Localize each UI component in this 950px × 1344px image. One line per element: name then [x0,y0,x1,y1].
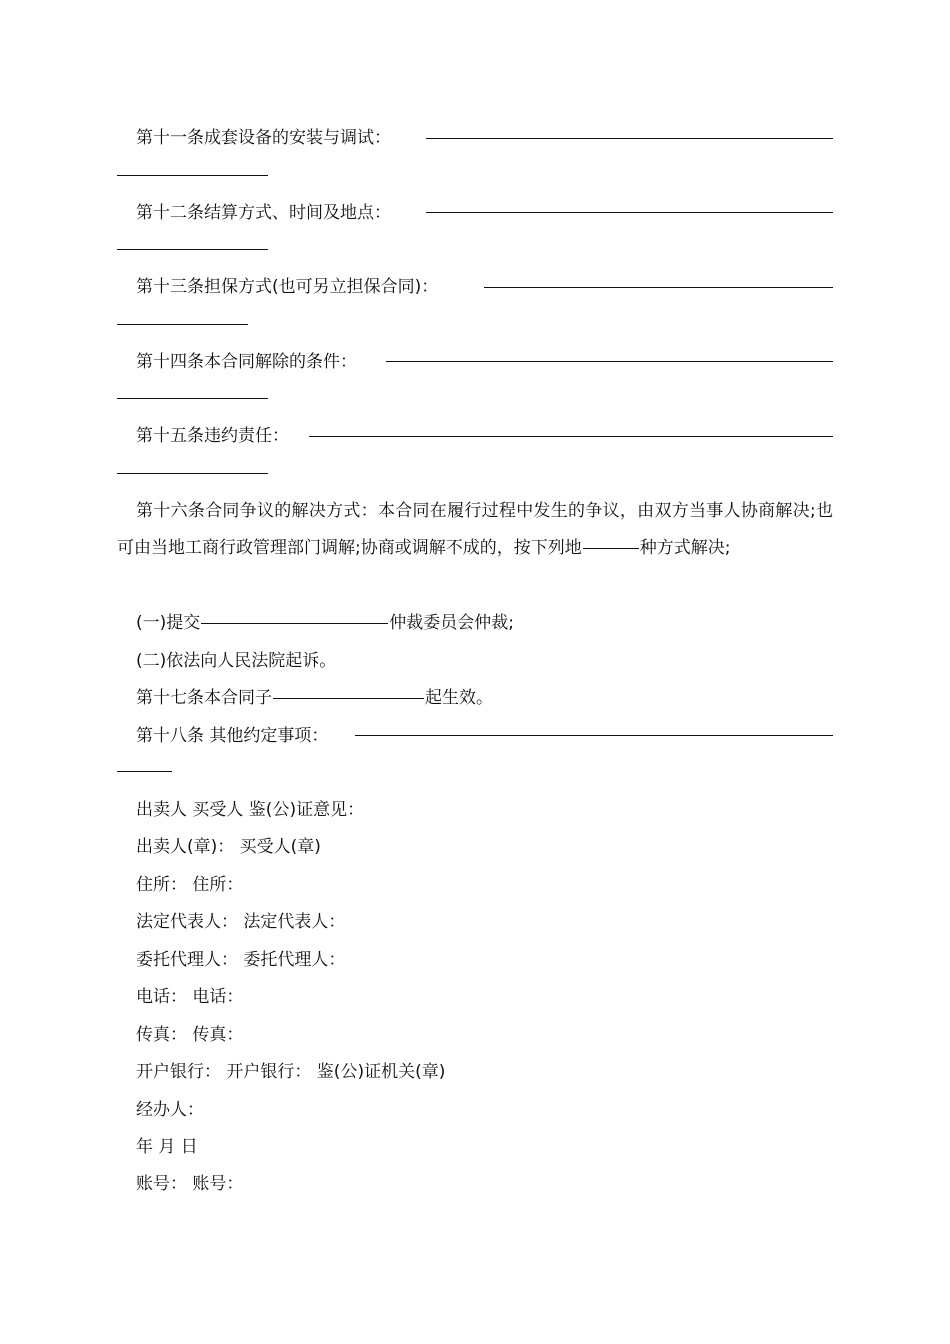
signature-row-date: 年 月 日 [136,1137,198,1157]
clause-16-tail: 种方式解决; [639,538,731,558]
signature-row-account: 账号： 账号： [136,1174,244,1194]
clause-16-option-1 [136,612,514,634]
clause-16-option-2: (二)依法向人民法院起诉。 [136,651,337,671]
option-1-suffix: 仲裁委员会仲裁; [389,613,514,633]
clause-12-blank-line [426,212,833,213]
clause-18-label: 第十八条 其他约定事项： [136,726,329,746]
signature-row-agent: 委托代理人： 委托代理人： [136,950,346,970]
clause-14-label: 第十四条本合同解除的条件： [136,352,357,372]
signature-row-seal: 出卖人(章)： 买受人(章) [136,837,321,857]
clause-11-label: 第十一条成套设备的安装与调试： [136,128,391,148]
signature-row-parties: 出卖人 买受人 鉴(公)证意见： [136,800,365,820]
clause-16-blank-line [583,548,639,549]
clause-14-blank-line [386,361,833,362]
clause-15-blank-line-continued [117,473,268,474]
clause-17-suffix: 起生效。 [425,688,493,708]
clause-11-blank-line-continued [117,175,268,176]
clause-11-blank-line [426,138,833,139]
clause-13-blank-line-continued [117,324,248,325]
clause-15-label: 第十五条违约责任： [136,426,289,446]
signature-row-handler: 经办人： [136,1100,204,1120]
clause-18-blank-line [355,735,833,736]
signature-row-fax: 传真： 传真： [136,1025,244,1045]
clause-16-text: 第十六条合同争议的解决方式：本合同在履行过程中发生的争议，由双方当事人协商解决;也可由当地工商行政管理部门调解;协商或调解不成的，按下列地 [117,501,833,558]
option-1-prefix: (一)提交 [136,613,201,633]
signature-row-phone: 电话： 电话： [136,987,244,1007]
signature-row-address: 住所： 住所： [136,875,244,895]
clause-14-blank-line-continued [117,398,268,399]
clause-13-blank-line [484,287,833,288]
signature-row-bank: 开户银行： 开户银行： 鉴(公)证机关(章) [136,1062,446,1082]
clause-17 [136,687,493,709]
clause-17-blank-line [273,698,424,699]
clause-15-blank-line [309,436,833,437]
clause-17-prefix: 第十七条本合同子 [136,688,272,708]
clause-13-label: 第十三条担保方式(也可另立担保合同)： [136,277,439,297]
option-1-blank-line [201,623,388,624]
signature-row-legal-rep: 法定代表人： 法定代表人： [136,912,346,932]
clause-12-blank-line-continued [117,249,268,250]
clause-12-label: 第十二条结算方式、时间及地点： [136,203,391,223]
clause-18-blank-line-continued [117,771,172,772]
clause-16-paragraph [117,493,833,567]
